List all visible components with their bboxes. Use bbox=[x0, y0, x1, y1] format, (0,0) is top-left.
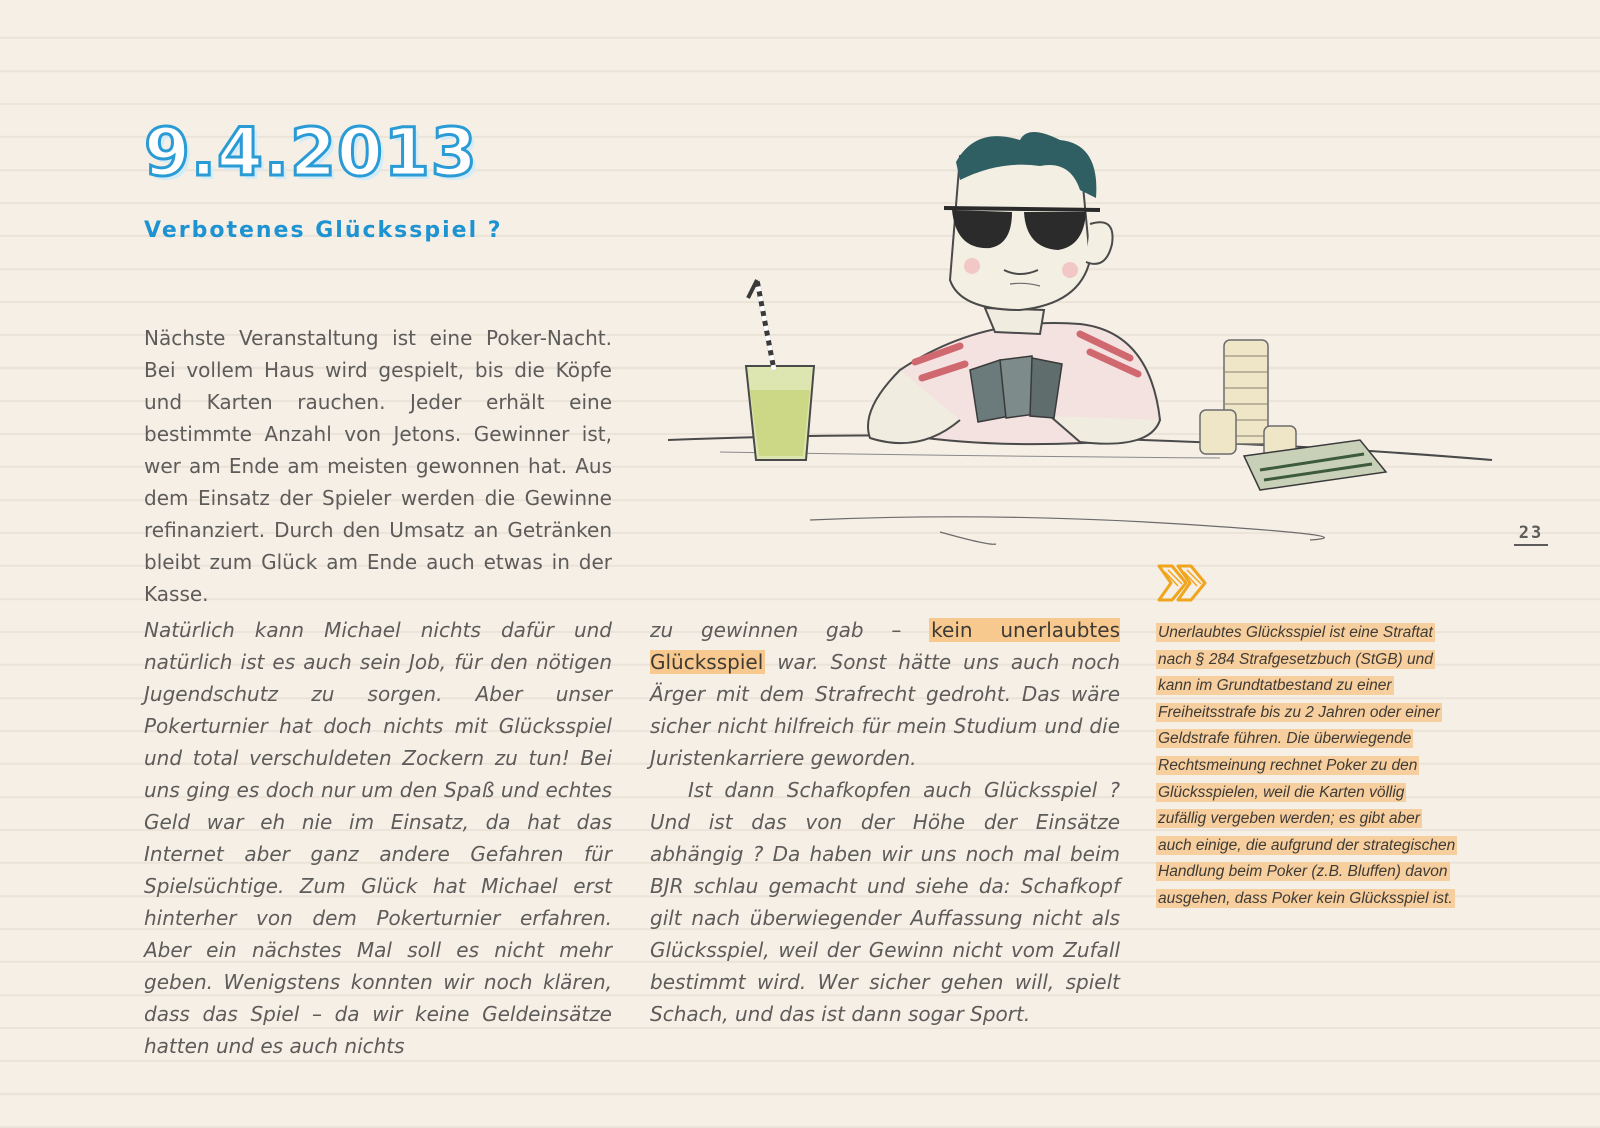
subtitle: Verbotenes Glücksspiel ? bbox=[144, 218, 503, 243]
body-column-2 bbox=[650, 614, 1120, 1030]
sidenote bbox=[1156, 620, 1456, 913]
column-2-text-after: war. Sonst hätte uns auch noch Ärger mit dem Strafrecht gedroht. Das wäre sicher nicht hilfreich für mein Studium und die Juristenkarriere geworden. bbox=[650, 650, 1120, 770]
poker-player-illustration bbox=[660, 120, 1500, 560]
intro-paragraph: Nächste Veranstaltung ist eine Poker-Nacht. Bei vollem Haus wird gespielt, bis die Köpfe und Karten rauchen. Jeder erhält eine bestimmte Anzahl von Jetons. Gewinner ist, wer am Ende am meisten gewonnen hat. Aus dem Einsatz der Spieler werden die Gewinne refinanziert. Durch den Umsatz an Getränken bleibt zum Glück am Ende auch etwas in der Kasse. bbox=[144, 326, 612, 606]
column-2-paragraph-1 bbox=[650, 614, 1120, 774]
sidenote-text: Unerlaubtes Glücksspiel ist eine Straftat nach § 284 Strafgesetzbuch (StGB) und kann im Grundtatbestand zu einer Freiheitsstrafe bis zu 2 Jahren oder einer Geldstrafe führen. Die überwiegende Rechtsmeinung rechnet Poker zu den Glücksspielen, weil die Karten völlig zufällig vergeben werden; es gibt aber auch einige, die aufgrund der strategischen Handlung beim Poker (z.B. Bluffen) davon ausgehen, dass Poker kein Glücksspiel ist. bbox=[1158, 624, 1456, 907]
body-column-1 bbox=[144, 614, 612, 1062]
column-2-paragraph-2: Ist dann Schafkopfen auch Glücksspiel ? Und ist das von der Höhe der Einsätze abhängig ? Da haben wir uns noch mal beim BJR schlau gemacht und siehe da: Schafkopf gilt nach überwiegender Auffassung nicht als Glücksspiel, weil der Gewinn nicht vom Zufall bestimmt wird. Wer sicher gehen will, spielt Schach, und das ist dann sogar Sport. bbox=[650, 778, 1120, 1026]
double-chevron-icon bbox=[1156, 562, 1216, 604]
date-title: 9.4.2013 bbox=[144, 114, 478, 191]
column-1-paragraph: Natürlich kann Michael nichts dafür und natürlich ist es auch sein Job, für den nötigen Jugendschutz zu sorgen. Aber unser Pokerturnier hat doch nichts mit Glücksspiel und total verschuldeten Zockern zu tun! Bei uns ging es doch nur um den Spaß und echtes Geld war eh nie im Einsatz, da hat das Internet aber ganz andere Gefahren für Spielsüchtige. Zum Glück hat Michael erst hinterher von dem Pokerturnier erfahren. Aber ein nächstes Mal soll es nicht mehr geben. Wenigstens konnten wir noch klären, dass das Spiel – da wir keine Geldeinsätze hatten und es auch nichts bbox=[144, 618, 612, 1058]
column-2-text-before: zu gewinnen gab – bbox=[650, 618, 930, 642]
page-number: 23 bbox=[1514, 523, 1548, 546]
highlighted-phrase: kein unerlaubtes Glücksspiel bbox=[650, 618, 1120, 674]
